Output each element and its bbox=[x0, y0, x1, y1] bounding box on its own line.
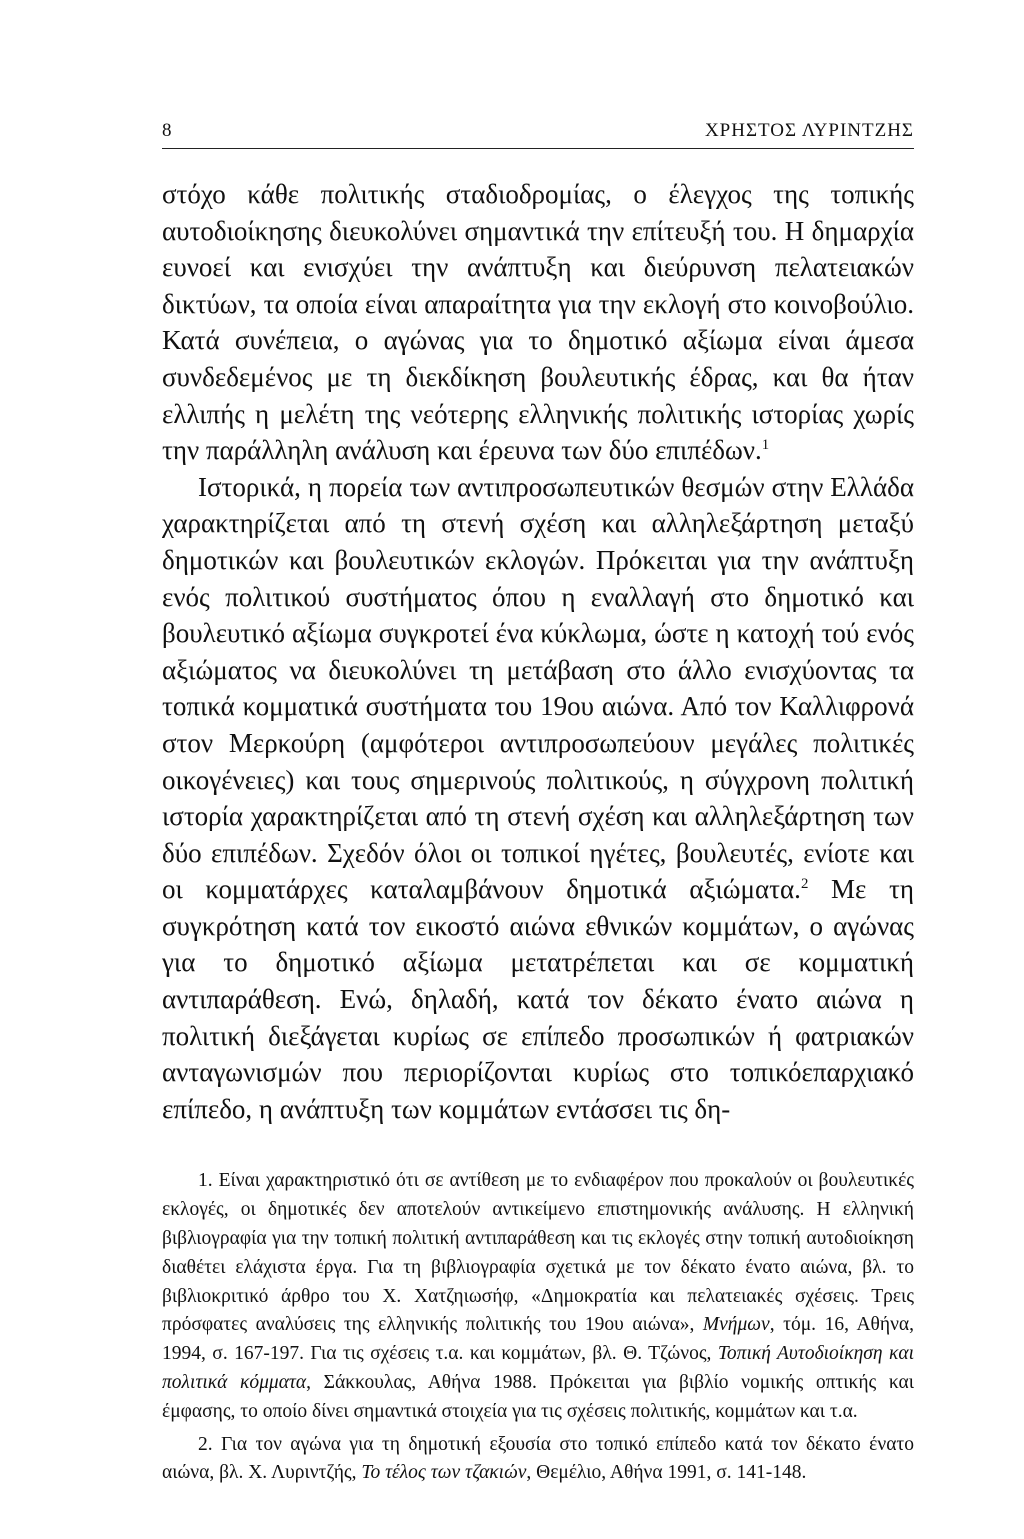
page-number: 8 bbox=[162, 120, 172, 141]
paragraph-2-text-b: Με τη συγκρότηση κατά τον εικοστό αιώνα εθνικών κομμάτων, ο αγώνας για το δημοτικό αξίωμα μετατρέπεται και σε κομματική αντιπαράθεση. Ενώ, δηλαδή, κατά τον δέκατο ένατο αιώνα η πολιτική διεξάγεται κυρίως σε επίπεδο προσωπικών ή φατριακών ανταγωνισμών που περιορίζονται κυρίως στο τοπικόεπαρχιακό επίπεδο, η ανάπτυξη των κομμάτων εντάσσει τις δη- bbox=[162, 874, 914, 1124]
running-header bbox=[162, 120, 914, 149]
paragraph-1-text: στόχο κάθε πολιτικής σταδιοδρομίας, ο έλεγχος της τοπικής αυτοδιοίκησης διευκολύνει σημαντικά την επίτευξή του. Η δημαρχία ευνοεί και ενισχύει την ανάπτυξη και διεύρυνση πελατειακών δικτύων, τα οποία είναι απαραίτητα για την εκλογή στο κοινοβούλιο. Κατά συνέπεια, ο αγώνας για το δημοτικό αξίωμα είναι άμεσα συνδεδεμένος με τη διεκδίκηση βουλευτικής έδρας, και θα ήταν ελλιπής η μελέτη της νεότερης ελληνικής πολιτικής ιστορίας χωρίς την παράλληλη ανάλυση και έρευνα των δύο επιπέδων. bbox=[162, 179, 914, 466]
footnote-1-journal: Μνήμων bbox=[702, 1314, 770, 1336]
footnote-2-text-b: , Θεμέλιο, Αθήνα 1991, σ. 141-148. bbox=[526, 1462, 807, 1484]
main-text bbox=[162, 176, 914, 1127]
footnote-2-text-a: 2. Για τον αγώνα για τη δημοτική εξουσία στο τοπικό επίπεδο κατά τον δέκατο ένατο αιώνα, βλ. Χ. Λυριντζής, bbox=[162, 1433, 914, 1484]
footnote-1-book-title: Τοπική Αυτοδιοίκηση και πολιτικά κόμματα bbox=[162, 1343, 914, 1394]
footnote-2 bbox=[162, 1431, 914, 1489]
footnote-ref-1[interactable]: 1 bbox=[761, 437, 770, 454]
paragraph-2-text-a: Ιστορικά, η πορεία των αντιπροσωπευτικών θεσμών στην Ελλάδα χαρακτηρίζεται από τη στενή σχέση και αλληλεξάρτηση μεταξύ δημοτικών και βουλευτικών εκλογών. Πρόκειται για την ανάπτυξη ενός πολιτικού συστήματος όπου η εναλλαγή στο δημοτικό και βουλευτικό αξίωμα συγκροτεί ένα κύκλωμα, ώστε η κατοχή τού ενός αξιώματος να διευκολύνει τη μετάβαση στο άλλο ενισχύοντας τα τοπικά κομματικά συστήματα του 19ου αιώνα. Από τον Καλλιφρονά στον Μερκούρη (αμφότεροι αντιπροσωπεύουν μεγάλες πολιτικές οικογένειες) και τους σημερινούς πολιτικούς, η σύγχρονη πολιτική ιστορία χαρακτηρίζεται από τη στενή σχέση και αλληλεξάρτηση των δύο επιπέδων. Σχεδόν όλοι οι τοπικοί ηγέτες, βουλευτές, ενίοτε και οι κομματάρχες καταλαμβάνουν δημοτικά αξιώματα. bbox=[162, 471, 914, 905]
running-title: ΧΡΗΣΤΟΣ ΛΥΡΙΝΤΖΗΣ bbox=[704, 120, 914, 141]
footnotes bbox=[162, 1167, 914, 1488]
footnote-1 bbox=[162, 1167, 914, 1426]
footnote-1-text-b: , τόμ. 16, Αθήνα, 1994, σ. 167-197. Για τις σχέσεις τ.α. και κομμάτων, βλ. Θ. Τζώνος, bbox=[162, 1314, 914, 1365]
footnote-1-text-c: , Σάκκουλας, Αθήνα 1988. Πρόκειται για βιβλίο νομικής οπτικής και έμφασης, το οποίο δίνει σημαντικά στοιχεία για τις σχέσεις πολιτικής, κομμάτων και τ.α. bbox=[162, 1372, 914, 1422]
footnote-1-text-a: 1. Είναι χαρακτηριστικό ότι σε αντίθεση με το ενδιαφέρον που προκαλούν οι βουλευτικές εκλογές, οι δημοτικές δεν αποτελούν αντικείμενο επιστημονικής ανάλυσης. Η ελληνική βιβλιογραφία για την τοπική πολιτική αντιπαράθεση και τις εκλογές στην τοπική αυτοδιοίκηση διαθέτει ελάχιστα έργα. Για τη βιβλιογραφία σχετικά με τον δέκατο ένατο αιώνα, βλ. το βιβλιοκριτικό άρθρο του Χ. Χατζηιωσήφ, «Δημοκρατία και πελατειακές σχέσεις. Τρεις πρόσφατες αναλύσεις της ελληνικής πολιτικής του 19ου αιώνα», bbox=[162, 1170, 914, 1336]
paragraph-2 bbox=[162, 469, 914, 1128]
footnote-2-book-title: Το τέλος των τζακιών bbox=[361, 1462, 527, 1484]
footnote-ref-2[interactable]: 2 bbox=[800, 876, 809, 893]
paragraph-1 bbox=[162, 176, 914, 469]
book-page bbox=[162, 120, 914, 1488]
